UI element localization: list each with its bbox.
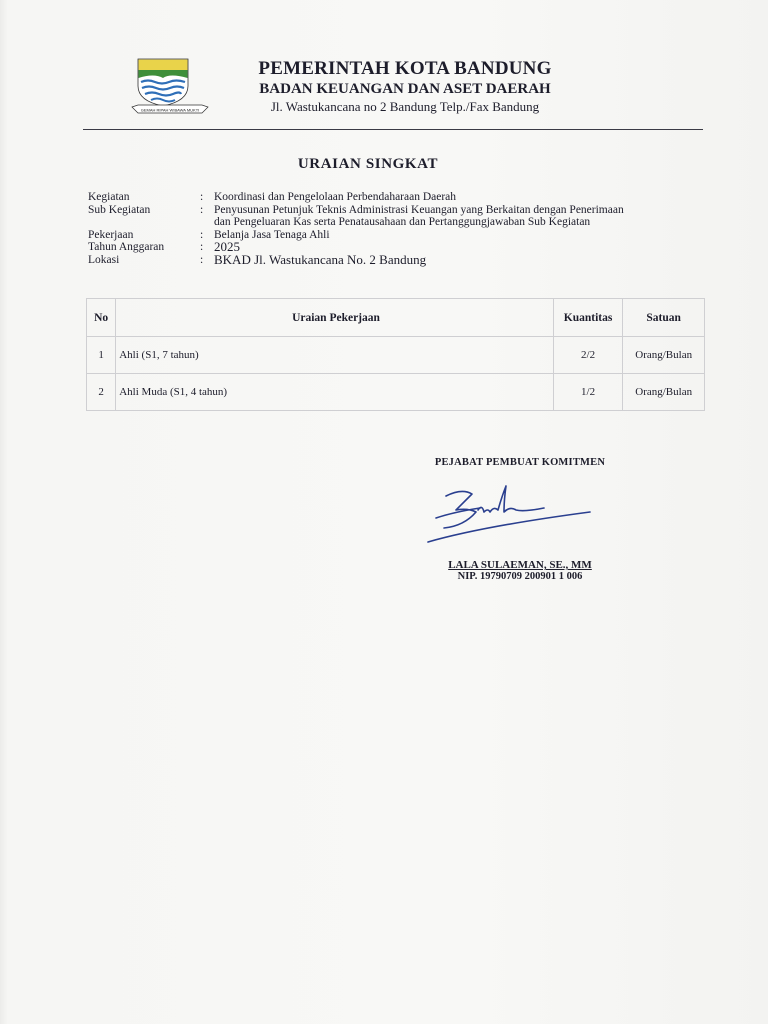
info-colon: :: [200, 228, 204, 241]
info-colon: :: [200, 253, 204, 266]
work-table: [86, 298, 705, 411]
info-row-sub-kegiatan: [88, 204, 688, 229]
info-block: [88, 191, 688, 267]
signatory-role: PEJABAT PEMBUAT KOMITMEN: [434, 457, 606, 468]
info-colon: :: [200, 203, 204, 216]
info-value: BKAD Jl. Wastukancana No. 2 Bandung: [214, 251, 427, 267]
cell-no: 1: [87, 337, 116, 374]
column-header-no: No: [87, 299, 116, 337]
column-header-uraian: Uraian Pekerjaan: [116, 299, 554, 337]
info-row-lokasi: [88, 251, 688, 267]
info-colon: :: [200, 191, 204, 203]
info-label: Pekerjaan: [88, 228, 134, 241]
column-header-kuantitas: Kuantitas: [553, 299, 623, 337]
header-divider: [83, 129, 703, 130]
cell-no: 2: [87, 374, 116, 411]
info-value-line-1: Penyusunan Petunjuk Teknis Administrasi Keuangan yang Berkaitan dengan Penerimaan: [214, 203, 624, 216]
org-address: Jl. Wastukancana no 2 Bandung Telp./Fax Bandung: [270, 99, 540, 114]
info-label: Lokasi: [88, 253, 120, 266]
handwritten-signature: [424, 482, 594, 544]
info-label: Sub Kegiatan: [88, 203, 151, 216]
info-label: Tahun Anggaran: [88, 241, 165, 254]
info-value: Koordinasi dan Pengelolaan Perbendaharaan Daerah: [214, 191, 457, 203]
cell-uraian: Ahli (S1, 7 tahun): [116, 337, 554, 374]
table-header-row: [87, 299, 705, 337]
table-row: [87, 337, 705, 374]
city-crest-icon: [130, 56, 210, 120]
table-row: [87, 374, 705, 411]
org-unit: BADAN KEUANGAN DAN ASET DAERAH: [259, 81, 551, 97]
info-row-kegiatan: [88, 191, 688, 204]
cell-uraian: Ahli Muda (S1, 4 tahun): [116, 374, 554, 411]
logo-motto: GEMAH RIPAH WIBAWA MUKTI: [140, 107, 200, 113]
cell-satuan: Orang/Bulan: [623, 374, 705, 411]
info-value-line-2: dan Pengeluaran Kas serta Penatausahaan dan Pertanggungjawaban Sub Kegiatan: [214, 216, 591, 229]
info-label: Kegiatan: [88, 191, 130, 203]
cell-kuantitas: 2/2: [553, 337, 623, 374]
letterhead: [220, 58, 590, 115]
org-name: PEMERINTAH KOTA BANDUNG: [258, 58, 552, 79]
info-value: 2025: [214, 239, 240, 255]
info-colon: :: [200, 241, 204, 254]
cell-kuantitas: 1/2: [553, 374, 623, 411]
info-value: [214, 204, 688, 229]
document-title: URAIAN SINGKAT: [297, 156, 439, 172]
cell-satuan: Orang/Bulan: [623, 337, 705, 374]
info-value: Belanja Jasa Tenaga Ahli: [214, 228, 330, 241]
info-row-pekerjaan: [88, 229, 688, 242]
signatory-nip: NIP. 19790709 200901 1 006: [457, 571, 583, 582]
column-header-satuan: Satuan: [623, 299, 705, 337]
signatory-name: LALA SULAEMAN, SE., MM: [448, 559, 592, 571]
